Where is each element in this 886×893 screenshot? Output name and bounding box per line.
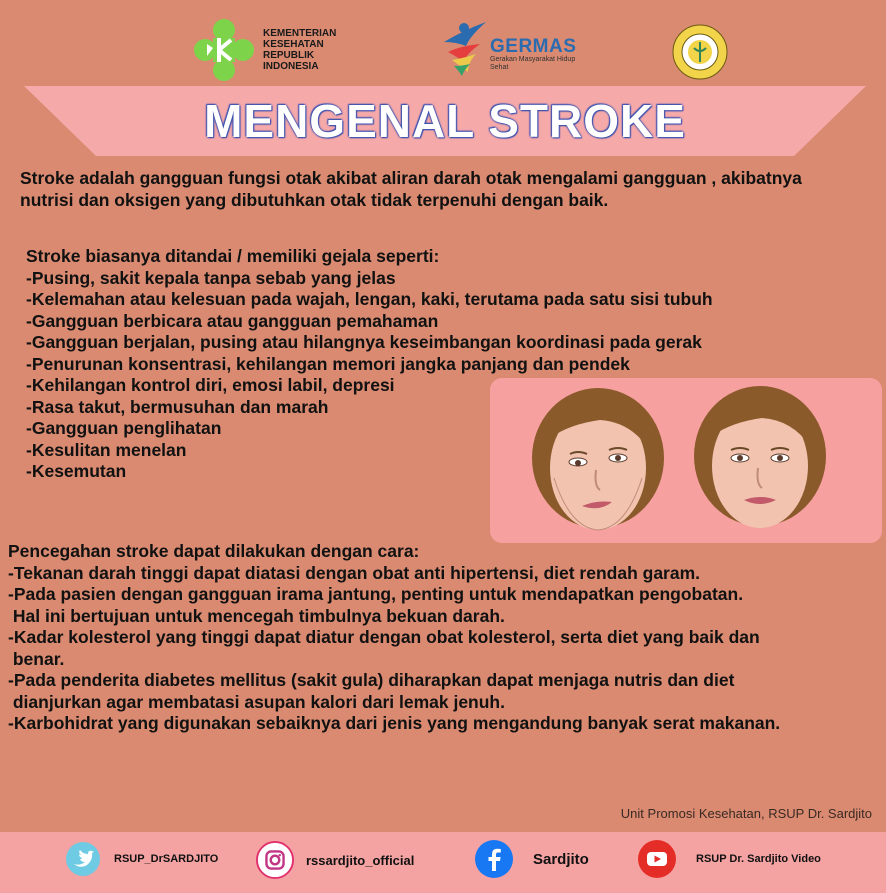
germas-icon (440, 16, 492, 76)
prevention-item: -Pada penderita diabetes mellitus (sakit gula) diharapkan dapat menjaga nutris dan diet (8, 670, 735, 690)
hospital-seal-logo (672, 24, 728, 80)
header-logos (0, 10, 886, 82)
intro-line: Stroke adalah gangguan fungsi otak akibat aliran darah otak mengalami gangguan , akibatnya (20, 168, 802, 188)
symptom-item: -Gangguan penglihatan (26, 418, 222, 438)
prevention-item: benar. (8, 648, 65, 669)
intro-line: nutrisi dan oksigen yang dibutuhkan otak tidak terpenuhi dengan baik. (20, 189, 609, 210)
facebook-handle: Sardjito (533, 850, 589, 868)
kemenkes-text: KEMENTERIAN KESEHATAN REPUBLIK INDONESIA (263, 28, 337, 72)
symptom-item: -Gangguan berbicara atau gangguan pemahaman (26, 310, 439, 331)
symptoms-heading: Stroke biasanya ditandai / memiliki gejala seperti: (26, 246, 440, 266)
germas-name: GERMAS (490, 36, 577, 57)
prevention-item: -Pada pasien dengan gangguan irama jantung, penting untuk mendapatkan pengobatan. (8, 584, 744, 604)
kemenkes-logo (193, 18, 353, 82)
kemenkes-icon (193, 18, 255, 82)
twitter-icon (64, 840, 102, 878)
stroke-face-drooping (532, 388, 664, 530)
normal-face (694, 386, 826, 528)
symptom-item: -Penurunan konsentrasi, kehilangan memori jangka panjang dan pendek (26, 353, 630, 374)
twitter-handle: RSUP_DrSARDJITO (114, 853, 219, 865)
germas-subtitle: Gerakan Masyarakat Hidup Sehat (490, 56, 576, 71)
face-illustration-panel (490, 378, 882, 543)
facebook-icon (475, 840, 513, 878)
symptom-item: -Rasa takut, bermusuhan dan marah (26, 396, 329, 417)
prevention-heading: Pencegahan stroke dapat dilakukan dengan cara: (8, 541, 420, 561)
facebook-link[interactable] (475, 840, 589, 878)
credit-line: Unit Promosi Kesehatan, RSUP Dr. Sardjito (620, 806, 872, 821)
prevention-item: -Tekanan darah tinggi dapat diatasi dengan obat anti hipertensi, diet rendah garam. (8, 562, 701, 583)
symptom-item: -Kelemahan atau kelesuan pada wajah, lengan, kaki, terutama pada satu sisi tubuh (26, 289, 713, 309)
symptom-item: -Gangguan berjalan, pusing atau hilangnya keseimbangan koordinasi pada gerak (26, 332, 702, 352)
prevention-item: -Karbohidrat yang digunakan sebaiknya dari jenis yang mengandung banyak serat makanan. (8, 713, 781, 733)
social-footer (0, 832, 886, 893)
prevention-item: -Kadar kolesterol yang tinggi dapat diatur dengan obat kolesterol, serta diet yang baik dan (8, 627, 760, 647)
symptom-item: -Pusing, sakit kepala tanpa sebab yang jelas (26, 267, 396, 288)
symptom-item: -Kesulitan menelan (26, 439, 187, 460)
symptom-item: -Kesemutan (26, 461, 127, 481)
youtube-handle: RSUP Dr. Sardjito Video (696, 853, 821, 865)
twitter-link[interactable] (64, 840, 218, 878)
germas-logo (440, 16, 580, 82)
title-banner (24, 86, 866, 156)
intro-paragraph (20, 168, 886, 211)
stroke-faces-illustration (490, 378, 882, 543)
instagram-handle: rssardjito_official (306, 852, 415, 868)
prevention-list (8, 541, 886, 735)
youtube-icon (638, 840, 676, 878)
prevention-item: Hal ini bertujuan untuk mencegah timbulnya bekuan darah. (8, 605, 505, 626)
youtube-link[interactable] (638, 840, 821, 878)
symptom-item: -Kehilangan kontrol diri, emosi labil, depresi (26, 375, 395, 395)
instagram-link[interactable] (256, 841, 414, 879)
prevention-item: dianjurkan agar membatasi asupan kalori dari lemak jenuh. (8, 691, 505, 712)
page-title: MENGENAL STROKE (204, 95, 686, 147)
instagram-icon (256, 841, 294, 879)
